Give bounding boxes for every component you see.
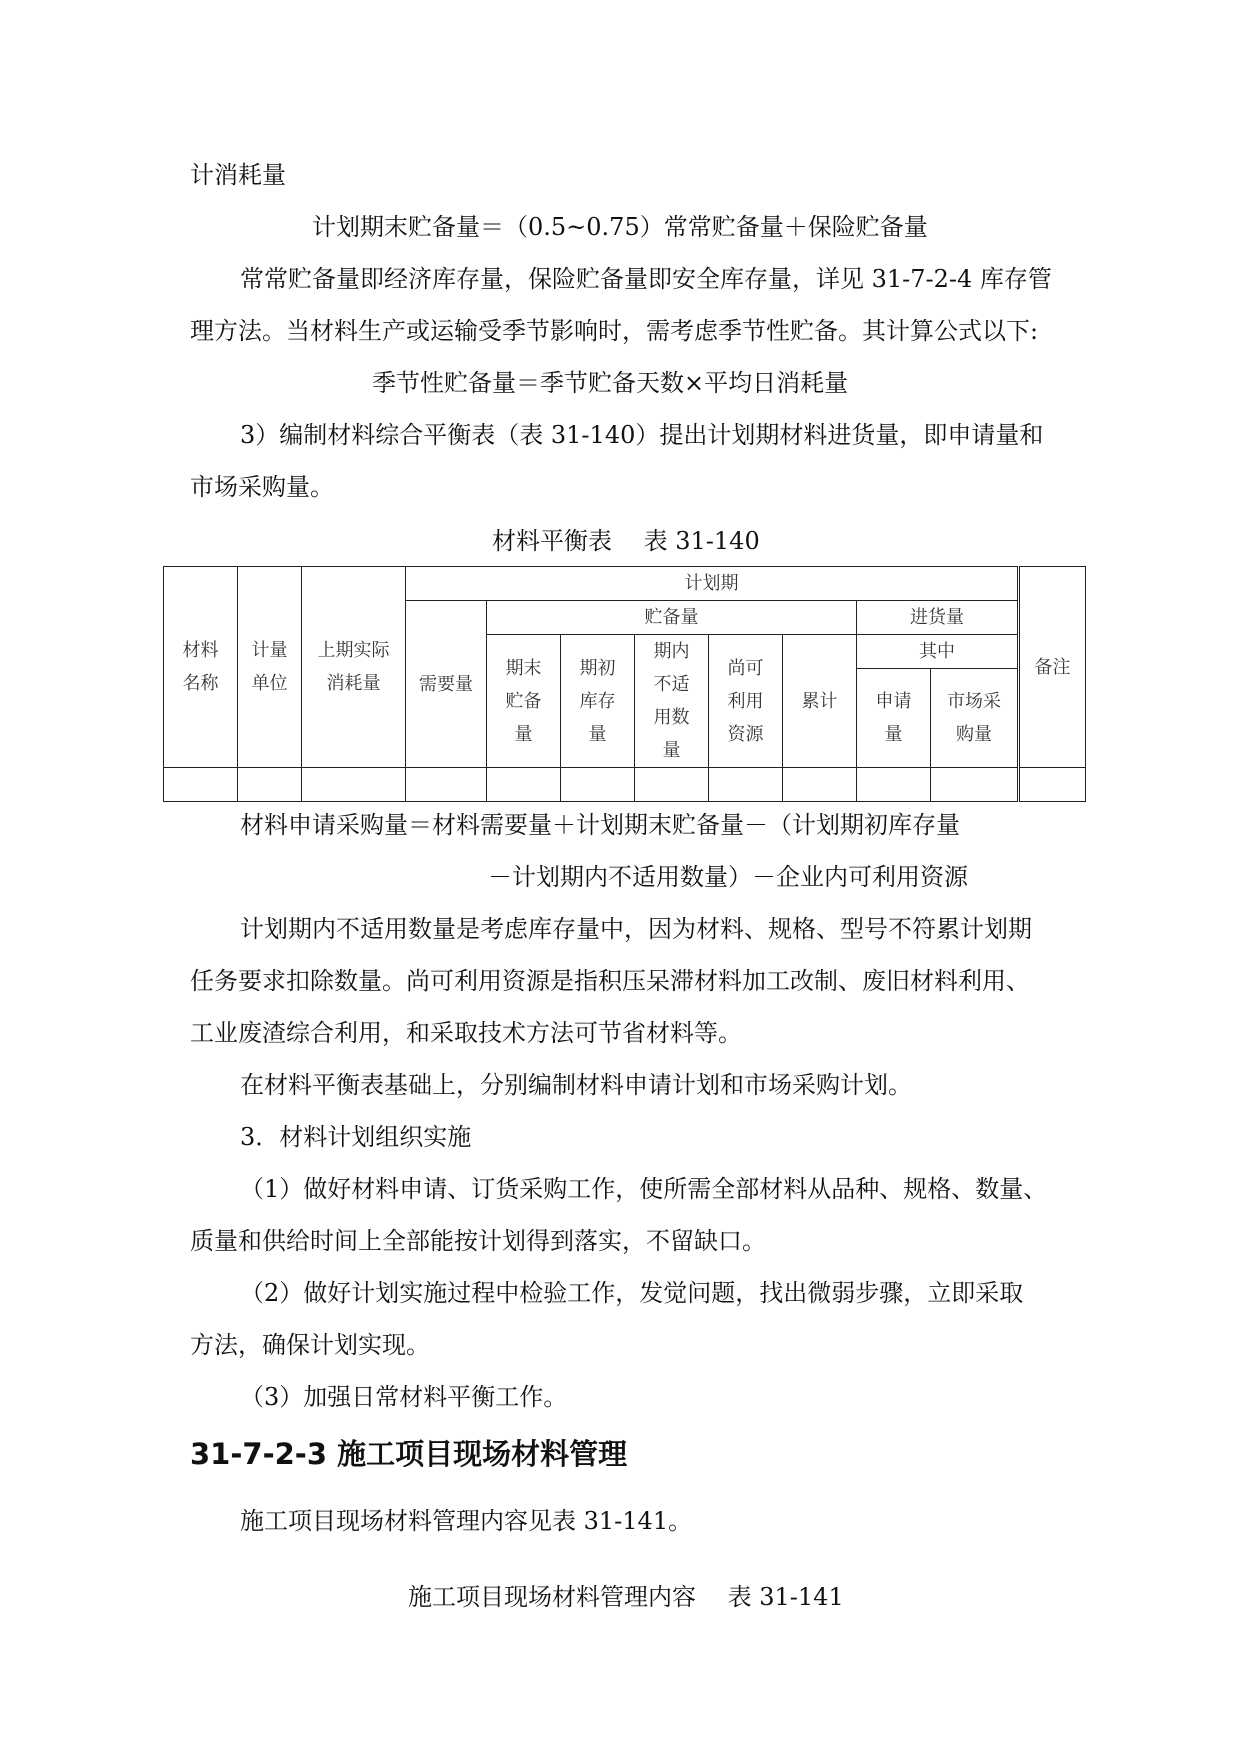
table-cell bbox=[487, 768, 561, 802]
list-item: （1）做好材料申请、订货采购工作，使所需全部材料从品种、规格、数量、 bbox=[240, 1175, 1048, 1203]
table-cell bbox=[406, 768, 487, 802]
paragraph-line: 任务要求扣除数量。尚可利用资源是指积压呆滞材料加工改制、废旧材料利用、 bbox=[190, 967, 1030, 995]
paragraph-line: 市场采购量。 bbox=[190, 473, 334, 501]
paragraph-line: 常常贮备量即经济库存量，保险贮备量即安全库存量，详见 31-7-2-4 库存管 bbox=[240, 265, 1052, 293]
paragraph-line: 计划期内不适用数量是考虑库存量中，因为材料、规格、型号不符累计划期 bbox=[240, 915, 1032, 943]
header-material-name: 材料 名称 bbox=[164, 567, 238, 768]
list-item: （3）加强日常材料平衡工作。 bbox=[240, 1383, 568, 1411]
formula-purchase-quantity-cont: －计划期内不适用数量）－企业内可利用资源 bbox=[488, 863, 968, 891]
table-cell bbox=[783, 768, 857, 802]
header-begin-stock: 期初 库存 量 bbox=[561, 635, 635, 768]
table-cell bbox=[1019, 768, 1086, 802]
section-heading: 31-7-2-3 施工项目现场材料管理 bbox=[190, 1437, 628, 1471]
list-item-cont: 质量和供给时间上全部能按计划得到落实，不留缺口。 bbox=[190, 1227, 766, 1255]
header-total: 累计 bbox=[783, 635, 857, 768]
list-item: （2）做好计划实施过程中检验工作，发觉问题，找出微弱步骤，立即采取 bbox=[240, 1279, 1024, 1307]
table-cell bbox=[561, 768, 635, 802]
paragraph-line: 在材料平衡表基础上，分别编制材料申请计划和市场采购计划。 bbox=[240, 1071, 912, 1099]
header-apply-quantity: 申请 量 bbox=[857, 669, 931, 768]
formula-purchase-quantity: 材料申请采购量＝材料需要量＋计划期末贮备量－（计划期初库存量 bbox=[240, 811, 960, 839]
header-reserve: 贮备量 bbox=[487, 601, 857, 635]
header-unit: 计量 单位 bbox=[238, 567, 302, 768]
subsection-title: 3．材料计划组织实施 bbox=[240, 1123, 472, 1151]
paragraph-line: 施工项目现场材料管理内容见表 31-141。 bbox=[240, 1507, 693, 1535]
table-caption: 材料平衡表 表 31-140 bbox=[492, 527, 760, 555]
material-balance-table bbox=[163, 566, 1086, 802]
table-cell bbox=[302, 768, 406, 802]
paragraph-line: 计消耗量 bbox=[190, 161, 286, 189]
table-cell bbox=[709, 768, 783, 802]
header-intake: 进货量 bbox=[857, 601, 1019, 635]
paragraph-line: 3）编制材料综合平衡表（表 31-140）提出计划期材料进货量，即申请量和 bbox=[240, 421, 1044, 449]
table-cell bbox=[238, 768, 302, 802]
table-caption: 施工项目现场材料管理内容 表 31-141 bbox=[408, 1583, 844, 1611]
header-last-period-consumption: 上期实际 消耗量 bbox=[302, 567, 406, 768]
header-of-which: 其中 bbox=[857, 635, 1019, 669]
list-item-cont: 方法，确保计划实现。 bbox=[190, 1331, 430, 1359]
header-usable-resources: 尚可 利用 资源 bbox=[709, 635, 783, 768]
header-remark: 备注 bbox=[1019, 567, 1086, 768]
formula-planned-end-reserve: 计划期末贮备量＝（0.5~0.75）常常贮备量＋保险贮备量 bbox=[312, 213, 928, 241]
header-demand: 需要量 bbox=[406, 601, 487, 768]
header-market-purchase: 市场采 购量 bbox=[931, 669, 1019, 768]
table-cell bbox=[931, 768, 1019, 802]
table-cell bbox=[635, 768, 709, 802]
table-cell bbox=[164, 768, 238, 802]
paragraph-line: 理方法。当材料生产或运输受季节影响时，需考虑季节性贮备。其计算公式以下: bbox=[190, 317, 1039, 345]
header-end-reserve: 期末 贮备 量 bbox=[487, 635, 561, 768]
header-unsuitable: 期内 不适 用数 量 bbox=[635, 635, 709, 768]
formula-seasonal-reserve: 季节性贮备量＝季节贮备天数×平均日消耗量 bbox=[372, 369, 849, 397]
header-plan-period: 计划期 bbox=[406, 567, 1019, 601]
table-cell bbox=[857, 768, 931, 802]
paragraph-line: 工业废渣综合利用，和采取技术方法可节省材料等。 bbox=[190, 1019, 742, 1047]
